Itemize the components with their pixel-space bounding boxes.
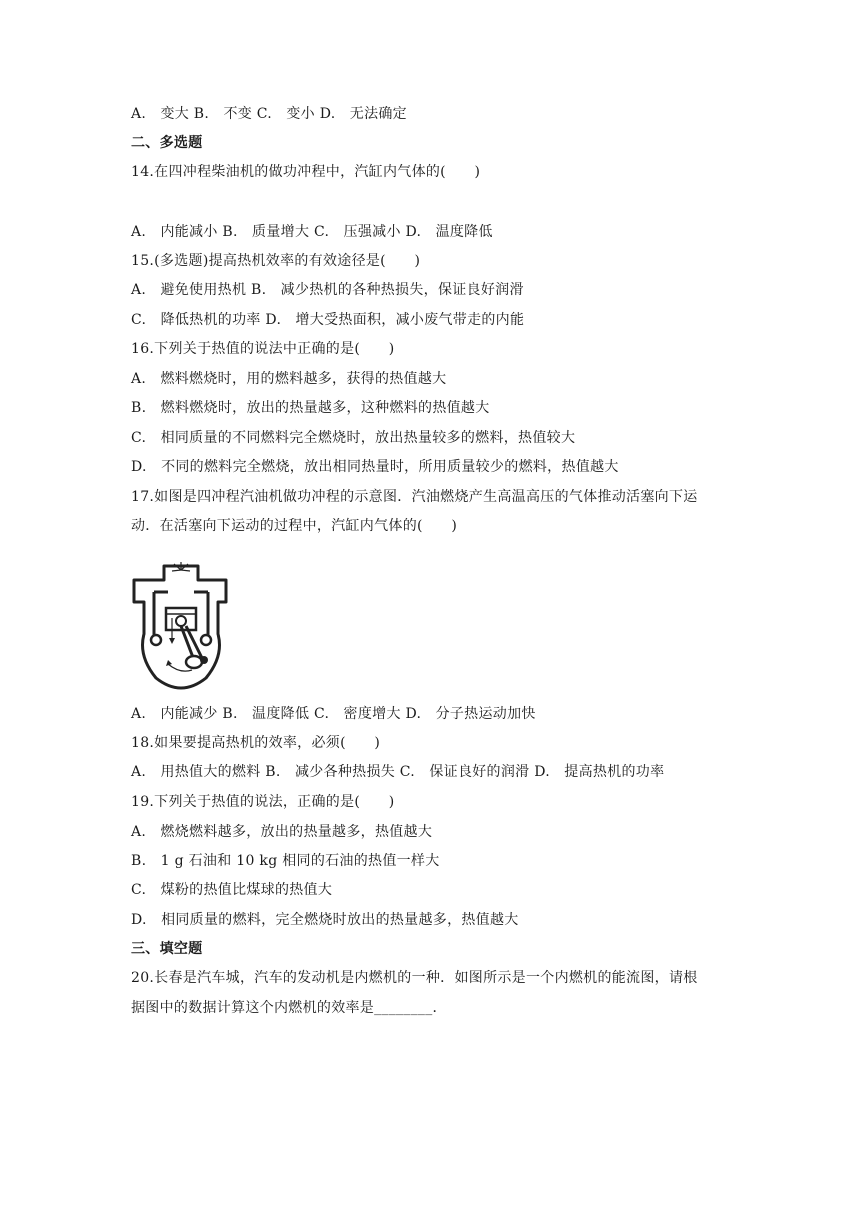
q17-stem-line2: 动．在活塞向下运动的过程中，汽缸内气体的( ) (131, 518, 458, 534)
q13-options: A. 变大 B. 不变 C. 变小 D. 无法确定 (131, 106, 407, 122)
q17-options: A. 内能减少 B. 温度降低 C. 密度增大 D. 分子热运动加快 (131, 706, 536, 722)
q15-options-cd: C. 降低热机的功率 D. 增大受热面积，减小废气带走的内能 (131, 312, 525, 328)
q20-stem-line1: 20.长春是汽车城，汽车的发动机是内燃机的一种．如图所示是一个内燃机的能流图，请根 (131, 970, 698, 986)
q18-options: A. 用热值大的燃料 B. 减少各种热损失 C. 保证良好的润滑 D. 提高热机的功率 (131, 764, 665, 780)
q15-options-ab: A. 避免使用热机 B. 减少热机的各种热损失，保证良好润滑 (131, 282, 524, 298)
q16-option-c: C. 相同质量的不同燃料完全燃烧时，放出热量较多的燃料，热值较大 (131, 430, 576, 446)
q16-stem: 16.下列关于热值的说法中正确的是( ) (131, 341, 395, 357)
section-heading-fill-in: 三、填空题 (131, 941, 203, 957)
q19-option-d: D. 相同质量的燃料，完全燃烧时放出的热量越多，热值越大 (131, 912, 519, 928)
q14-options: A. 内能减小 B. 质量增大 C. 压强减小 D. 温度降低 (131, 224, 493, 240)
q19-option-c: C. 煤粉的热值比煤球的热值大 (131, 882, 333, 898)
q16-option-a: A. 燃料燃烧时，用的燃料越多，获得的热值越大 (131, 371, 447, 387)
q17-stem-line1: 17.如图是四冲程汽油机做功冲程的示意图．汽油燃烧产生高温高压的气体推动活塞向下运 (131, 489, 698, 505)
q19-option-b: B. 1 g 石油和 10 kg 相同的石油的热值一样大 (131, 853, 440, 869)
q19-option-a: A. 燃烧燃料越多，放出的热量越多，热值越大 (131, 824, 433, 840)
q16-option-b: B. 燃料燃烧时，放出的热量越多，这种燃料的热值越大 (131, 400, 490, 416)
q15-stem: 15.(多选题)提高热机效率的有效途径是( ) (131, 253, 421, 269)
q19-stem: 19.下列关于热值的说法，正确的是( ) (131, 794, 395, 810)
q20-stem-line2: 据图中的数据计算这个内燃机的效率是________． (131, 1000, 447, 1016)
q14-stem: 14.在四冲程柴油机的做功冲程中，汽缸内气体的( ) (131, 164, 481, 180)
engine-power-stroke-diagram (128, 556, 234, 696)
q16-option-d: D. 不同的燃料完全燃烧，放出相同热量时，所用质量较少的燃料，热值越大 (131, 459, 619, 475)
section-heading-multiple-choice: 二、多选题 (131, 135, 203, 151)
q18-stem: 18.如果要提高热机的效率，必须( ) (131, 735, 381, 751)
